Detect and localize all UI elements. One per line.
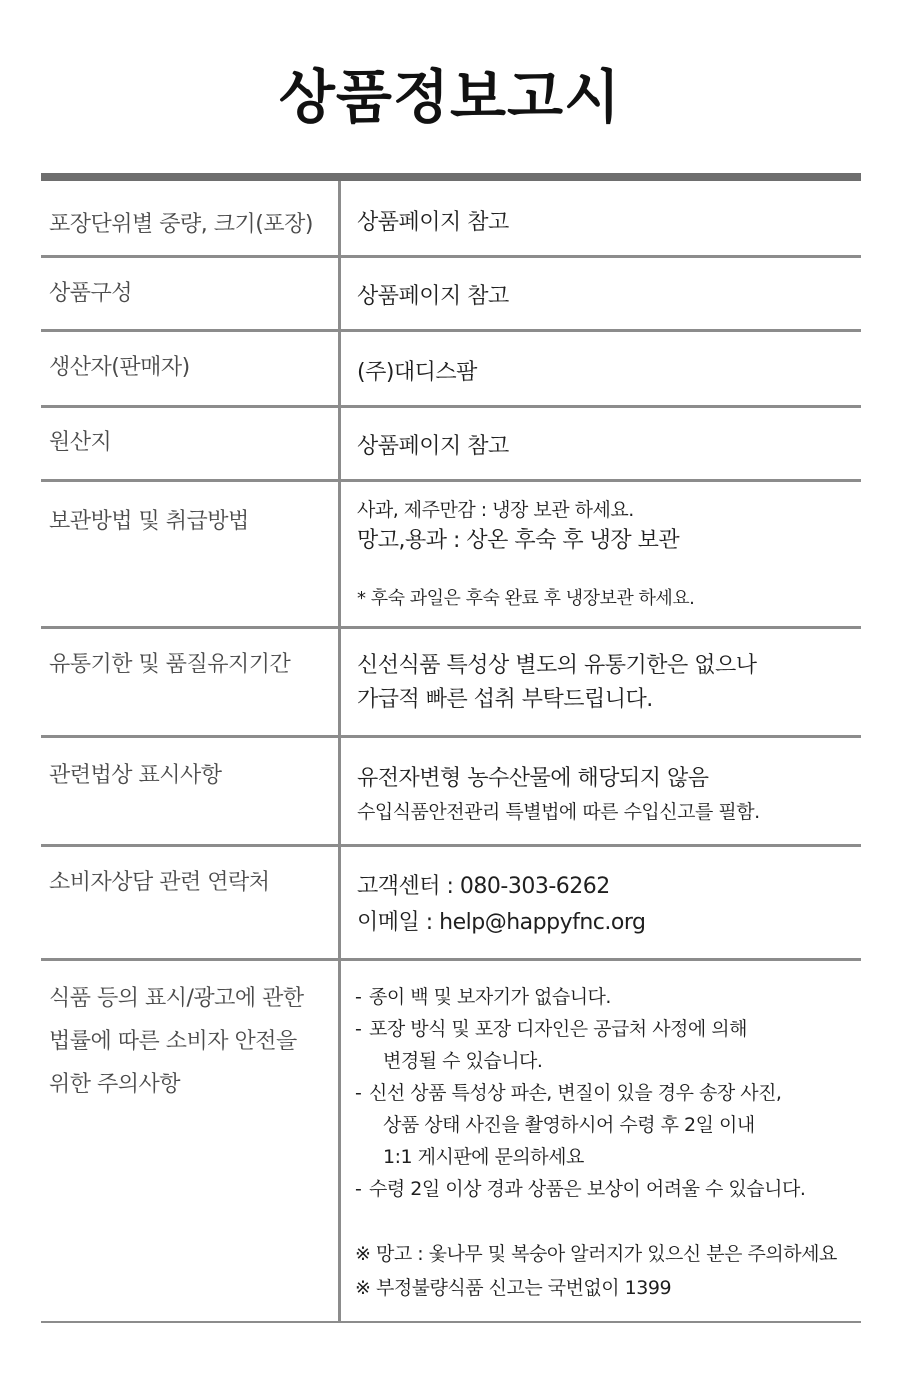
table-row bbox=[41, 961, 861, 1323]
row-label bbox=[41, 961, 341, 1321]
caution-line: 종이 백 및 보자기가 없습니다. bbox=[369, 986, 611, 1008]
email-line: 이메일 : help@happyfnc.org bbox=[357, 910, 646, 935]
expiry-line-2: 가급적 빠른 섭취 부탁드립니다. bbox=[357, 687, 653, 712]
table-row bbox=[41, 258, 861, 332]
row-label: 원산지 bbox=[41, 408, 341, 479]
dash-marker: - bbox=[355, 986, 362, 1008]
expiry-line-1: 신선식품 특성상 별도의 유통기한은 없으나 bbox=[357, 653, 757, 678]
row-value bbox=[341, 482, 861, 626]
row-value bbox=[341, 847, 861, 958]
row-label: 유통기한 및 품질유지기간 bbox=[41, 629, 341, 735]
caution-line: 상품 상태 사진을 촬영하시어 수령 후 2일 이내 bbox=[383, 1114, 755, 1136]
legal-line-2: 수입식품안전관리 특별법에 따른 수입신고를 필함. bbox=[357, 801, 760, 823]
caution-notes bbox=[355, 1237, 861, 1305]
row-value bbox=[341, 961, 861, 1321]
row-label: 상품구성 bbox=[41, 258, 341, 329]
row-label: 생산자(판매자) bbox=[41, 332, 341, 405]
storage-line-2: 망고,용과 : 상온 후숙 후 냉장 보관 bbox=[357, 528, 680, 553]
row-label: 포장단위별 중량, 크기(포장) bbox=[41, 181, 341, 255]
table-row bbox=[41, 629, 861, 738]
row-value: 상품페이지 참고 bbox=[357, 284, 509, 309]
table-row bbox=[41, 847, 861, 961]
caution-item bbox=[355, 1077, 861, 1173]
row-label: 관련법상 표시사항 bbox=[41, 738, 341, 844]
caution-item bbox=[355, 1173, 861, 1205]
row-value bbox=[341, 629, 861, 735]
customer-center-line: 고객센터 : 080-303-6262 bbox=[357, 874, 610, 899]
table-row bbox=[41, 332, 861, 408]
table-row bbox=[41, 738, 861, 847]
row-value: (주)대디스팜 bbox=[357, 360, 477, 385]
dash-marker: - bbox=[355, 1018, 362, 1040]
row-value: 상품페이지 참고 bbox=[357, 210, 509, 235]
caution-item bbox=[355, 981, 861, 1013]
row-label: 소비자상담 관련 연락처 bbox=[41, 847, 341, 958]
row-label-line: 위한 주의사항 bbox=[49, 1072, 181, 1097]
report-note: ※ 부정불량식품 신고는 국번없이 1399 bbox=[355, 1277, 672, 1299]
mango-allergy-note: ※ 망고 : 옻나무 및 복숭아 알러지가 있으신 분은 주의하세요 bbox=[355, 1243, 837, 1265]
row-value bbox=[341, 738, 861, 844]
row-value: 상품페이지 참고 bbox=[357, 434, 509, 459]
caution-line: 신선 상품 특성상 파손, 변질이 있을 경우 송장 사진, bbox=[369, 1082, 782, 1104]
caution-line: 1:1 게시판에 문의하세요 bbox=[383, 1146, 584, 1168]
dash-marker: - bbox=[355, 1178, 362, 1200]
row-label: 보관방법 및 취급방법 bbox=[41, 482, 341, 626]
table-row bbox=[41, 181, 861, 258]
storage-note: * 후숙 과일은 후숙 완료 후 냉장보관 하세요. bbox=[357, 588, 695, 609]
row-label-line: 법률에 따른 소비자 안전을 bbox=[49, 1029, 297, 1054]
table-row bbox=[41, 482, 861, 629]
caution-item bbox=[355, 1013, 861, 1077]
caution-line: 수령 2일 이상 경과 상품은 보상이 어려울 수 있습니다. bbox=[369, 1178, 806, 1200]
table-row bbox=[41, 408, 861, 482]
storage-line-1: 사과, 제주만감 : 냉장 보관 하세요. bbox=[357, 499, 634, 521]
page-title: 상품정보고시 bbox=[278, 63, 622, 131]
caution-line: 변경될 수 있습니다. bbox=[383, 1050, 543, 1072]
legal-line-1: 유전자변형 농수산물에 해당되지 않음 bbox=[357, 766, 709, 791]
dash-marker: - bbox=[355, 1082, 362, 1104]
row-label-line: 식품 등의 표시/광고에 관한 bbox=[49, 986, 304, 1011]
product-info-table bbox=[41, 173, 861, 1323]
caution-line: 포장 방식 및 포장 디자인은 공급처 사정에 의해 bbox=[369, 1018, 748, 1040]
